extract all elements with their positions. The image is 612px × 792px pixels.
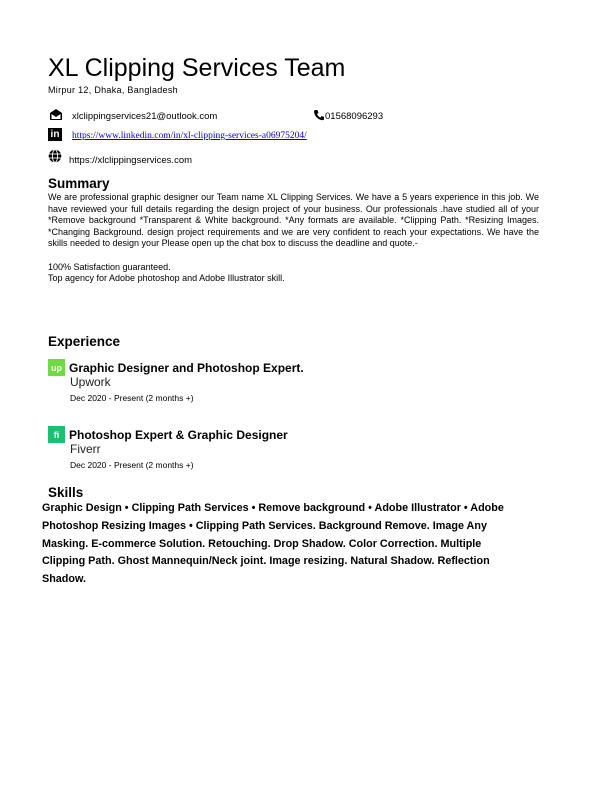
summary-line: 100% Satisfaction guaranteed. xyxy=(48,261,171,272)
linkedin-link[interactable]: https://www.linkedin.com/in/xl-clipping-services-a06975204/ xyxy=(72,131,307,141)
skills-heading: Skills xyxy=(48,485,84,500)
phone-icon xyxy=(313,109,325,121)
fiverr-logo-icon: fi xyxy=(48,426,65,443)
page-title: XL Clipping Services Team xyxy=(48,54,346,82)
summary-heading: Summary xyxy=(48,176,110,191)
summary-line: Top agency for Adobe photoshop and Adobe Illustrator skill. xyxy=(48,273,285,284)
upwork-logo-icon: up xyxy=(48,359,65,376)
skills-text: Graphic Design • Clipping Path Services • Remove background • Adobe Illustrator • Adobe Photoshop Resizing Images • Clipping Path Services. Background Remove. Image Any Masking. E-commerce Solution. Retouching. Drop Shadow. Color Correction. Multiple Clipping Path. Ghost Mannequin/Neck joint. Image resizing. Natural Shadow. Reflection Shadow. xyxy=(42,502,504,586)
linkedin-icon: in xyxy=(48,128,62,141)
email-text[interactable]: xlclippingservices21@outlook.com xyxy=(72,111,218,122)
job-title: Photoshop Expert & Graphic Designer xyxy=(69,428,288,442)
summary-body xyxy=(48,192,539,285)
globe-icon xyxy=(48,149,62,163)
phone-text[interactable]: 01568096293 xyxy=(325,111,384,122)
job-title: Graphic Designer and Photoshop Expert. xyxy=(69,361,304,375)
website-text[interactable]: https://xlclippingservices.com xyxy=(69,155,193,166)
job-company: Upwork xyxy=(70,375,111,389)
envelope-icon xyxy=(49,108,63,121)
job-company: Fiverr xyxy=(70,442,101,456)
experience-heading: Experience xyxy=(48,334,121,349)
address: Mirpur 12, Dhaka, Bangladesh xyxy=(48,85,178,95)
job-dates: Dec 2020 - Present (2 months +) xyxy=(70,460,194,470)
job-dates: Dec 2020 - Present (2 months +) xyxy=(70,393,194,403)
summary-paragraph: We are professional graphic designer our Team name XL Clipping Services. We have a 5 years experience in this job. We have reviewed your full details regarding the design project of your business. Our professionals .have studied all of your *Remove background *Transparent & White background. *Any formats are available. *Clipping Path. *Resizing Images. *Changing Background. design project requirements and we are very confident to reach your expectations. We have the skills needed to design your Please open up the chat box to discuss the deadline and quote.- xyxy=(48,192,539,249)
